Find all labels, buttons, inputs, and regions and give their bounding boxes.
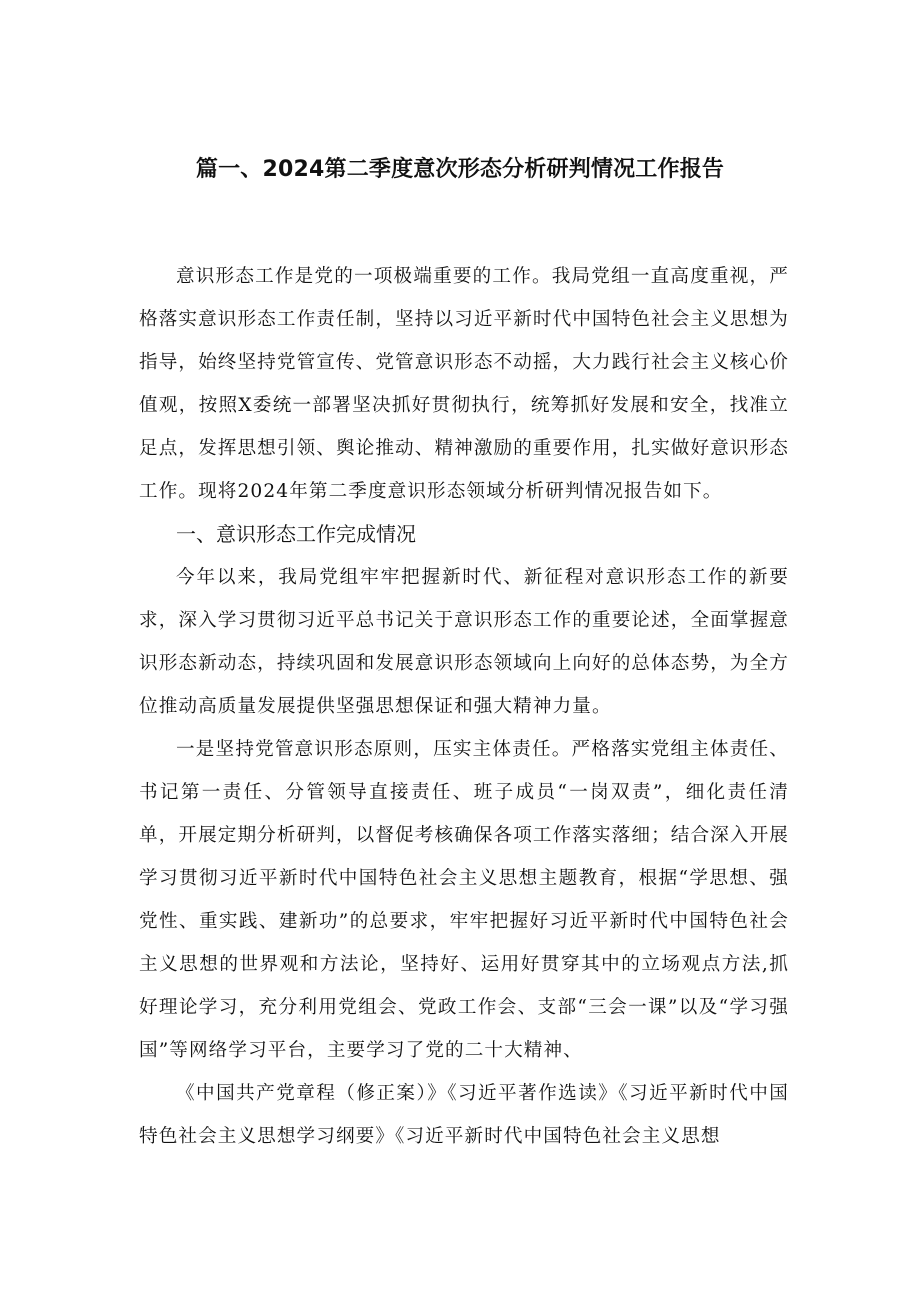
section-1-paragraph-2: 一是坚持党管意识形态原则，压实主体责任。严格落实党组主体责任、书记第一责任、分管领导直接责任、班子成员“一岗双责”，细化责任清单，开展定期分析研判，以督促考核确保各项工作落实落细；结合深入开展学习贯彻习近平新时代中国特色社会主义思想主题教育，根据“学思想、强党性、重实践、建新功”的总要求，牢牢把握好习近平新时代中国特色社会主义思想的世界观和方法论，坚持好、运用好贯穿其中的立场观点方法,抓好理论学习，充分利用党组会、党政工作会、支部“三会一课”以及“学习强国”等网络学习平台，主要学习了党的二十大精神、 [139,739,789,1061]
section-1-paragraph-1: 今年以来，我局党组牢牢把握新时代、新征程对意识形态工作的新要求，深入学习贯彻习近平总书记关于意识形态工作的重要论述，全面掌握意识形态新动态，持续巩固和发展意识形态领域向上向好的总体态势，为全方位推动高质量发展提供坚强思想保证和强大精神力量。 [139,567,789,717]
intro-paragraph: 意识形态工作是党的一项极端重要的工作。我局党组一直高度重视，严格落实意识形态工作责任制，坚持以习近平新时代中国特色社会主义思想为指导，始终坚持党管宣传、党管意识形态不动摇，大力践行社会主义核心价值观，按照X委统一部署坚决抓好贯彻执行，统筹抓好发展和安全，找准立足点，发挥思想引领、舆论推动、精神激励的重要作用，扎实做好意识形态工作。现将2024年第二季度意识形态领域分析研判情况报告如下。 [139,266,789,502]
section-heading-1: 一、意识形态工作完成情况 [176,522,416,546]
document-body [139,255,789,1158]
section-1-paragraph-3: 《中国共产党章程（修正案）》《习近平著作选读》《习近平新时代中国特色社会主义思想学习纲要》《习近平新时代中国特色社会主义思想 [139,1083,789,1147]
document-title: 篇一、2024第二季度意次形态分析研判情况工作报告 [195,157,725,182]
